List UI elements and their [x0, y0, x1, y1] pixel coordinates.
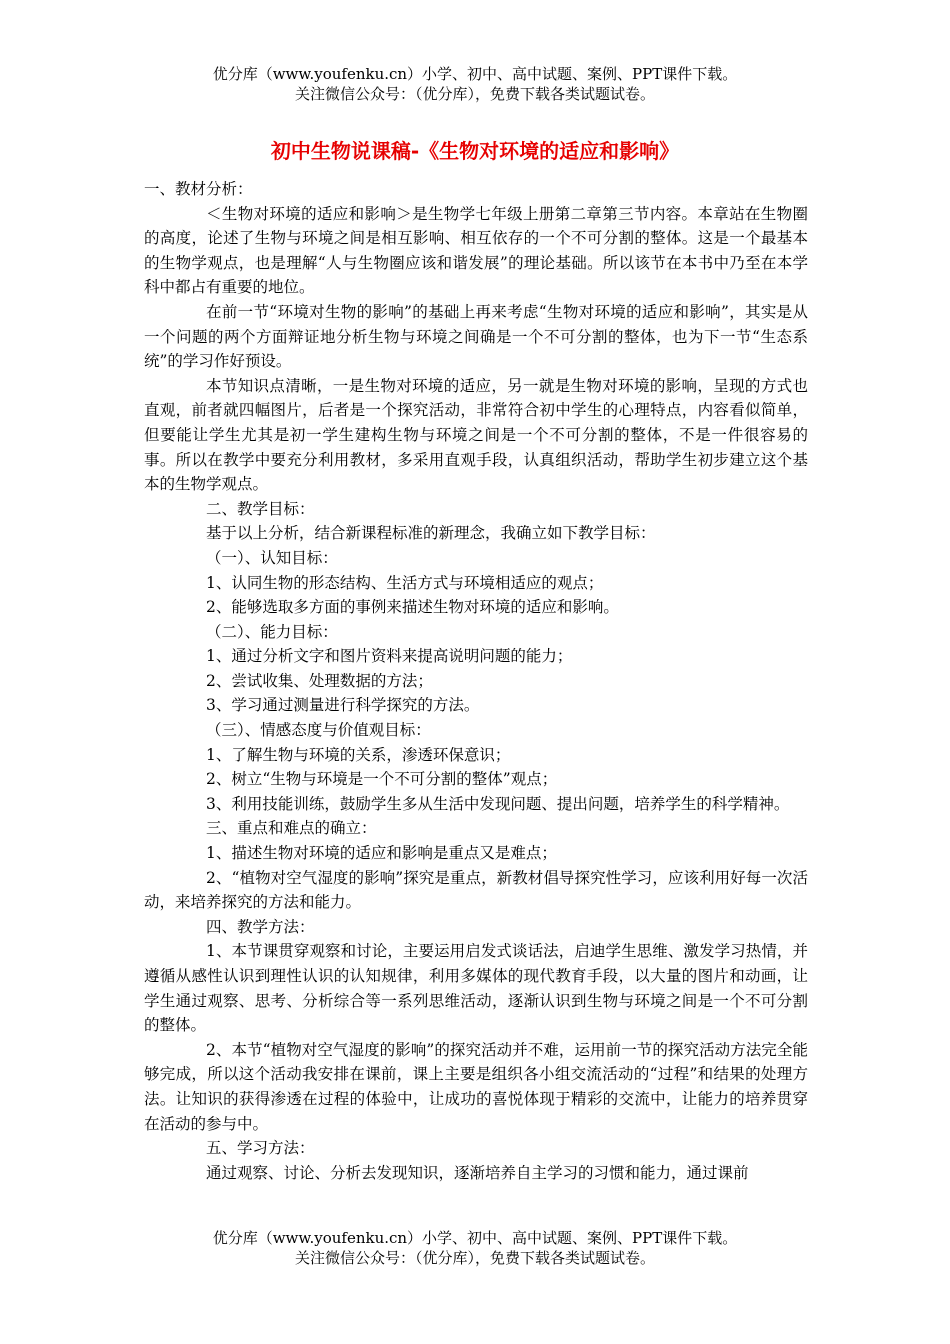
list-item: 1、通过分析文字和图片资料来提高说明问题的能力；	[206, 647, 573, 666]
section-heading: 四、教学方法：	[206, 917, 315, 936]
page-header	[0, 64, 950, 104]
header-line-1: 优分库（www.youfenku.cn）小学、初中、高中试题、案例、PPT课件下载。	[212, 65, 738, 83]
list-item: 2、尝试收集、处理数据的方法；	[206, 671, 433, 690]
paragraph: ＜生物对环境的适应和影响＞是生物学七年级上册第二章第三节内容。本章站在生物圈的高度，论述了生物与环境之间是相互影响、相互依存的一个不可分割的整体。这是一个最基本的生物学观点，也是理解“人与生物圈应该和谐发展”的理论基础。所以该节在本书中乃至在本学科中都占有重要的地位。	[144, 204, 808, 297]
page-title: 初中生物说课稿-《生物对环境的适应和影响》	[270, 139, 680, 163]
header-line-2: 关注微信公众号：（优分库），免费下载各类试题试卷。	[294, 85, 655, 103]
list-item: 3、学习通过测量进行科学探究的方法。	[206, 696, 480, 715]
section-heading: 三、重点和难点的确立：	[206, 819, 377, 838]
list-item: 2、树立“生物与环境是一个不可分割的整体”观点；	[206, 770, 558, 789]
subsection-heading: （三）、情感态度与价值观目标：	[206, 721, 431, 740]
paragraph: 基于以上分析，结合新课程标准的新理念，我确立如下教学目标：	[206, 524, 656, 543]
subsection-heading: （二）、能力目标：	[206, 622, 338, 641]
list-item: 2、能够选取多方面的事例来描述生物对环境的适应和影响。	[206, 598, 619, 617]
document-body	[144, 177, 808, 1185]
list-item: 1、描述生物对环境的适应和影响是重点又是难点；	[206, 844, 557, 863]
list-item: 1、了解生物与环境的关系，渗透环保意识；	[206, 745, 511, 764]
list-item: 1、认同生物的形态结构、生活方式与环境相适应的观点；	[206, 573, 604, 592]
section-heading: 一、教材分析：	[144, 180, 253, 198]
page-footer	[0, 1228, 950, 1268]
paragraph: 通过观察、讨论、分析去发现知识，逐渐培养自主学习的习惯和能力，通过课前	[206, 1163, 749, 1182]
list-item: 3、利用技能训练，鼓励学生多从生活中发现问题、提出问题，培养学生的科学精神。	[206, 794, 790, 813]
paragraph: 1、本节课贯穿观察和讨论，主要运用启发式谈话法，启迪学生思维、激发学习热情，并遵循从感性认识到理性认识的认知规律，利用多媒体的现代教育手段，以大量的图片和动画，让学生通过观察、思考、分析综合等一系列思维活动，逐渐认识到生物与环境之间是一个不可分割的整体。	[144, 942, 808, 1035]
paragraph: 在前一节“环境对生物的影响”的基础上再来考虑“生物对环境的适应和影响”，其实是从一个问题的两个方面辩证地分析生物与环境之间确是一个不可分割的整体，也为下一节“生态系统”的学习作好预设。	[144, 302, 808, 371]
footer-line-2: 关注微信公众号：（优分库），免费下载各类试题试卷。	[294, 1249, 655, 1267]
subsection-heading: （一）、认知目标：	[206, 548, 338, 567]
section-heading: 二、教学目标：	[206, 499, 315, 518]
section-heading: 五、学习方法：	[206, 1139, 315, 1158]
list-item: 2、“植物对空气湿度的影响”探究是重点，新教材倡导探究性学习，应该利用好每一次活动，来培养探究的方法和能力。	[144, 868, 808, 912]
paragraph: 2、本节“植物对空气湿度的影响”的探究活动并不难，运用前一节的探究活动方法完全能够完成，所以这个活动我安排在课前，课上主要是组织各小组交流活动的“过程”和结果的处理方法。让知识的获得渗透在过程的体验中，让成功的喜悦体现于精彩的交流中，让能力的培养贯穿在活动的参与中。	[144, 1040, 808, 1133]
paragraph: 本节知识点清晰，一是生物对环境的适应，另一就是生物对环境的影响，呈现的方式也直观，前者就四幅图片，后者是一个探究活动，非常符合初中学生的心理特点，内容看似简单，但要能让学生尤其是初一学生建构生物与环境之间是一个不可分割的整体，不是一件很容易的事。所以在教学中要充分利用教材，多采用直观手段，认真组织活动，帮助学生初步建立这个基本的生物学观点。	[144, 376, 808, 494]
footer-line-1: 优分库（www.youfenku.cn）小学、初中、高中试题、案例、PPT课件下载。	[212, 1229, 738, 1247]
